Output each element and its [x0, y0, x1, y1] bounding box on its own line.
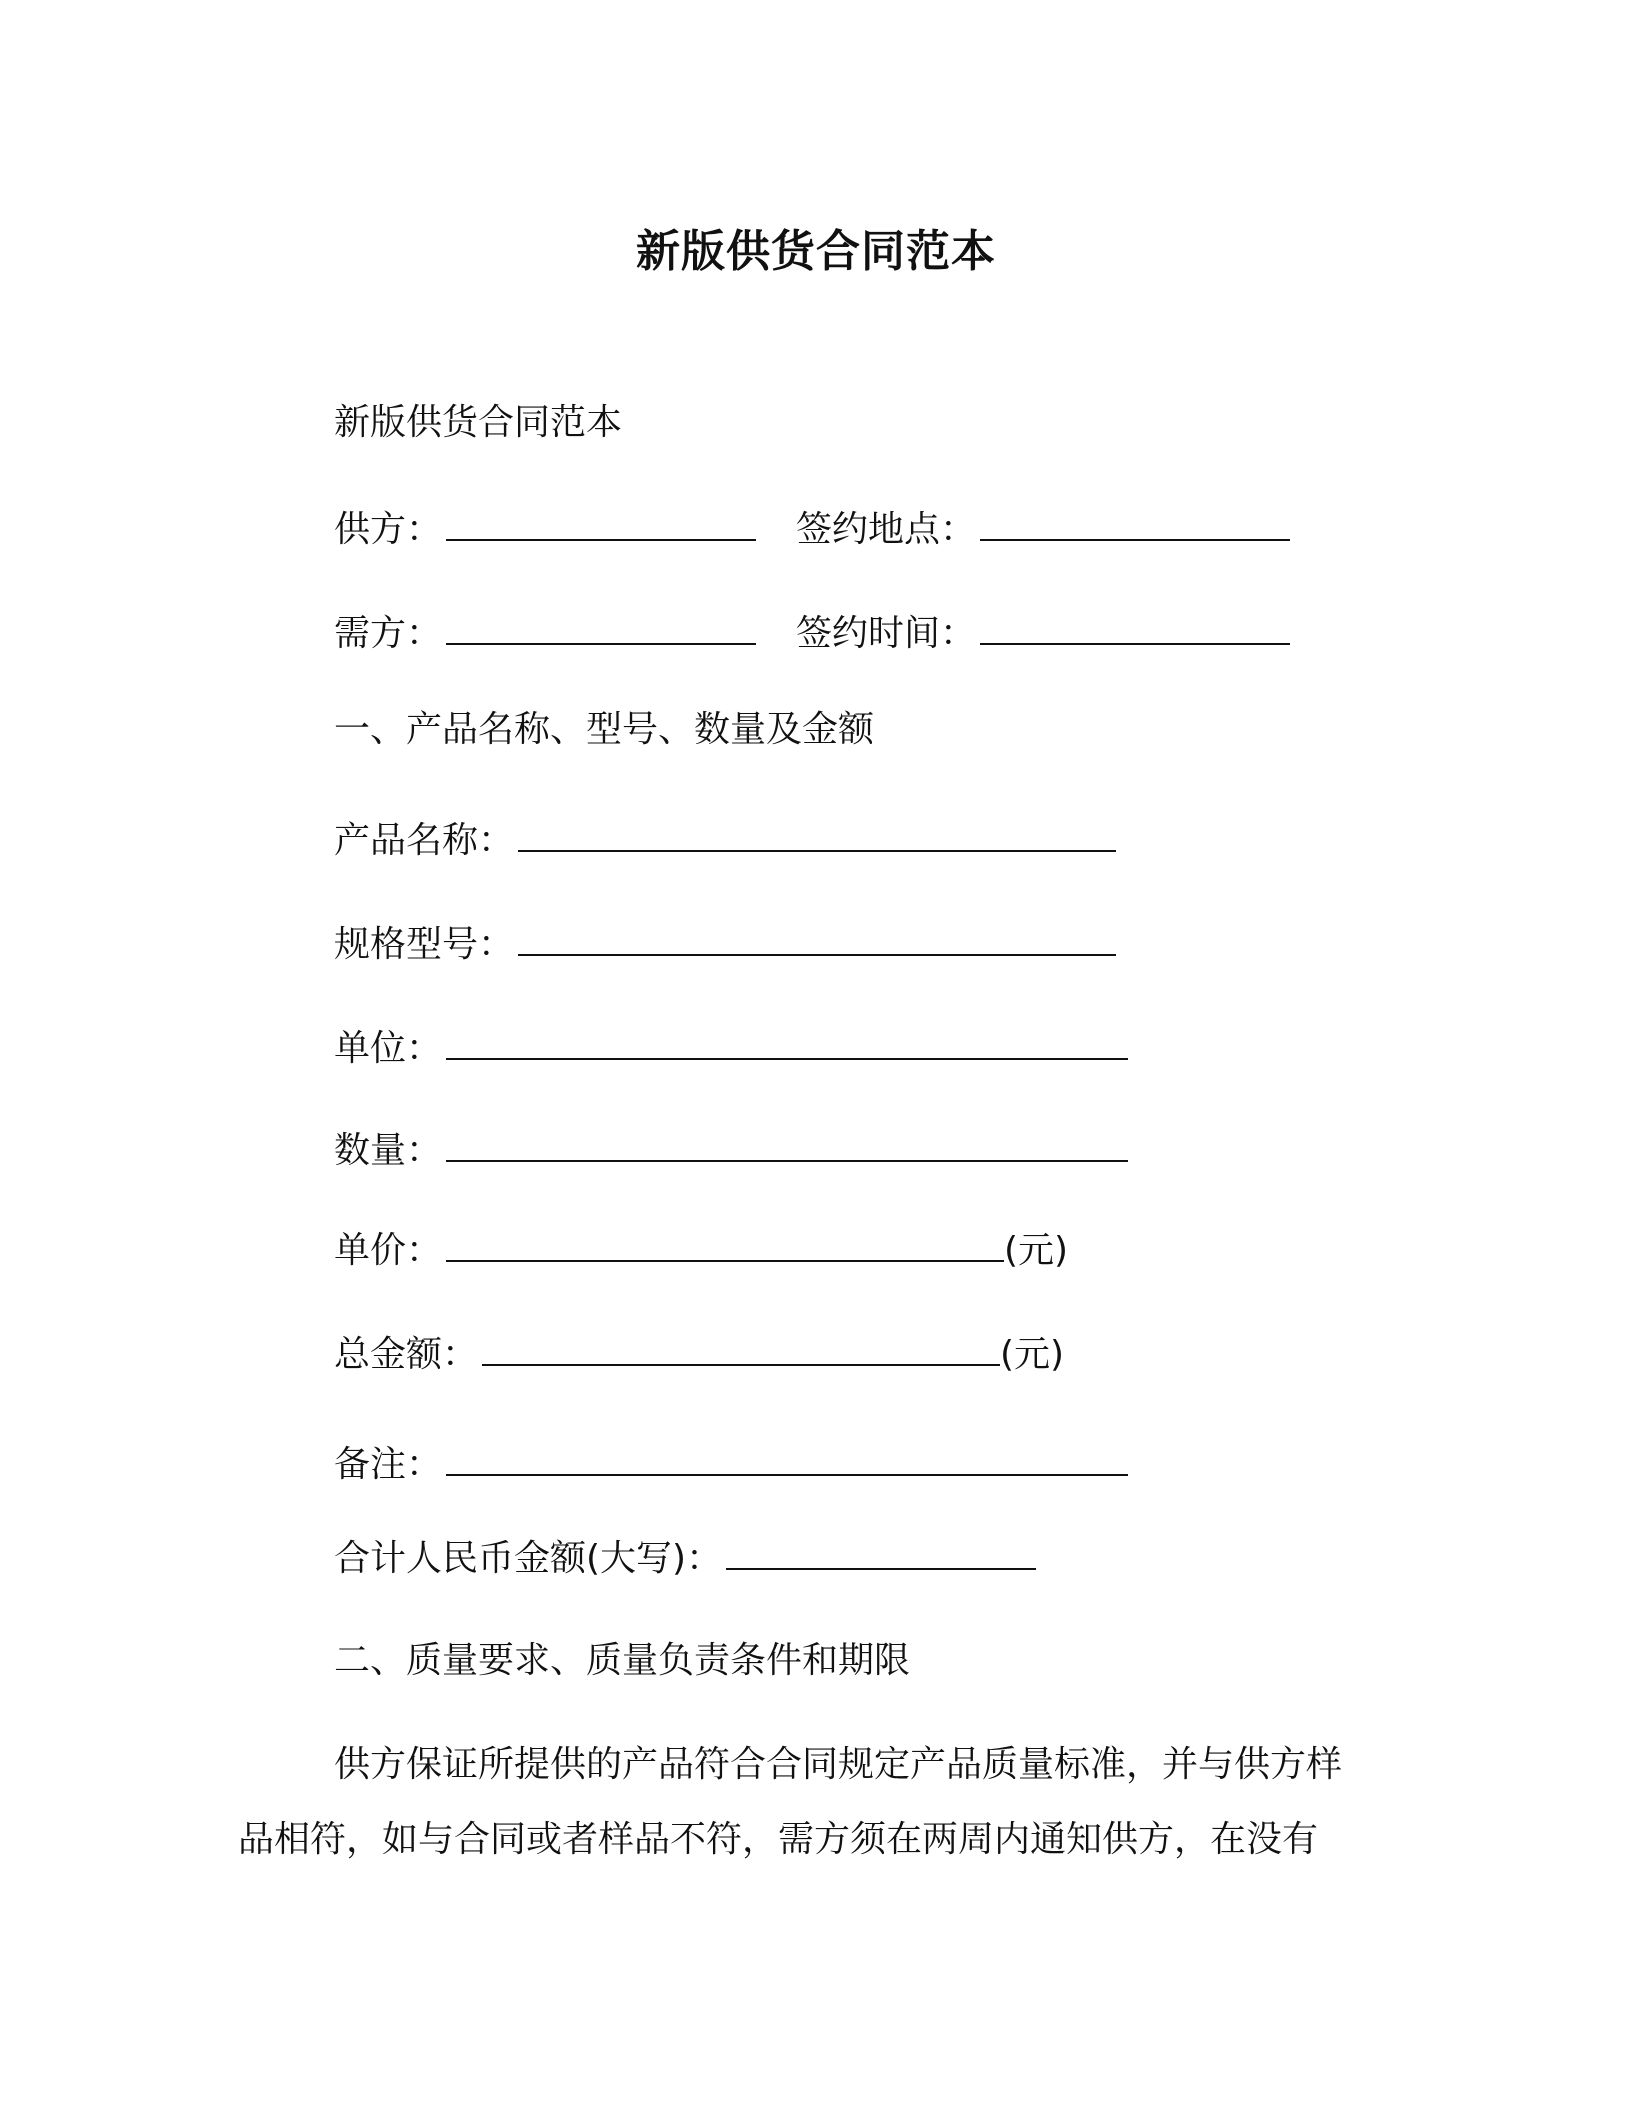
document-subtitle: 新版供货合同范本 [334, 402, 623, 443]
unit-price-label: 单价： [334, 1230, 443, 1271]
sign-time-row [796, 607, 1290, 659]
sign-time-blank[interactable] [980, 607, 1290, 645]
rmb-total-blank[interactable] [726, 1532, 1036, 1570]
sign-time-label: 签约时间： [796, 613, 977, 654]
buyer-label: 需方： [334, 613, 443, 654]
total-label: 总金额： [334, 1334, 479, 1375]
section1-heading: 一、产品名称、型号、数量及金额 [334, 709, 875, 750]
quantity-row [334, 1124, 1128, 1176]
sign-place-label: 签约地点： [796, 509, 977, 550]
total-blank[interactable] [482, 1328, 1000, 1366]
spec-blank[interactable] [518, 918, 1116, 956]
supplier-row [334, 503, 756, 555]
total-row [334, 1328, 1064, 1380]
unit-price-suffix: (元) [1004, 1230, 1069, 1271]
total-suffix: (元) [1000, 1334, 1065, 1375]
remark-row [334, 1438, 1128, 1490]
remark-blank[interactable] [446, 1438, 1128, 1476]
product-name-row [334, 814, 1116, 866]
unit-row [334, 1022, 1128, 1074]
unit-price-blank[interactable] [446, 1224, 1004, 1262]
quantity-label: 数量： [334, 1130, 443, 1171]
rmb-total-label: 合计人民币金额(大写)： [334, 1538, 723, 1579]
section2-para-line2: 品相符，如与合同或者样品不符，需方须在两周内通知供方，在没有 [238, 1819, 1319, 1860]
spec-label: 规格型号： [334, 924, 515, 965]
rmb-total-row [334, 1532, 1036, 1584]
sign-place-blank[interactable] [980, 503, 1290, 541]
section2-para-line1: 供方保证所提供的产品符合合同规定产品质量标准，并与供方样 [334, 1744, 1343, 1785]
product-name-label: 产品名称： [334, 820, 515, 861]
unit-label: 单位： [334, 1028, 443, 1069]
product-name-blank[interactable] [518, 814, 1116, 852]
supplier-label: 供方： [334, 509, 443, 550]
buyer-blank[interactable] [446, 607, 756, 645]
supplier-blank[interactable] [446, 503, 756, 541]
unit-blank[interactable] [446, 1022, 1128, 1060]
unit-price-row [334, 1224, 1068, 1276]
sign-place-row [796, 503, 1290, 555]
section2-heading: 二、质量要求、质量负责条件和期限 [334, 1640, 911, 1681]
spec-row [334, 918, 1116, 970]
buyer-row [334, 607, 756, 659]
document-title: 新版供货合同范本 [636, 226, 996, 277]
quantity-blank[interactable] [446, 1124, 1128, 1162]
remark-label: 备注： [334, 1444, 443, 1485]
